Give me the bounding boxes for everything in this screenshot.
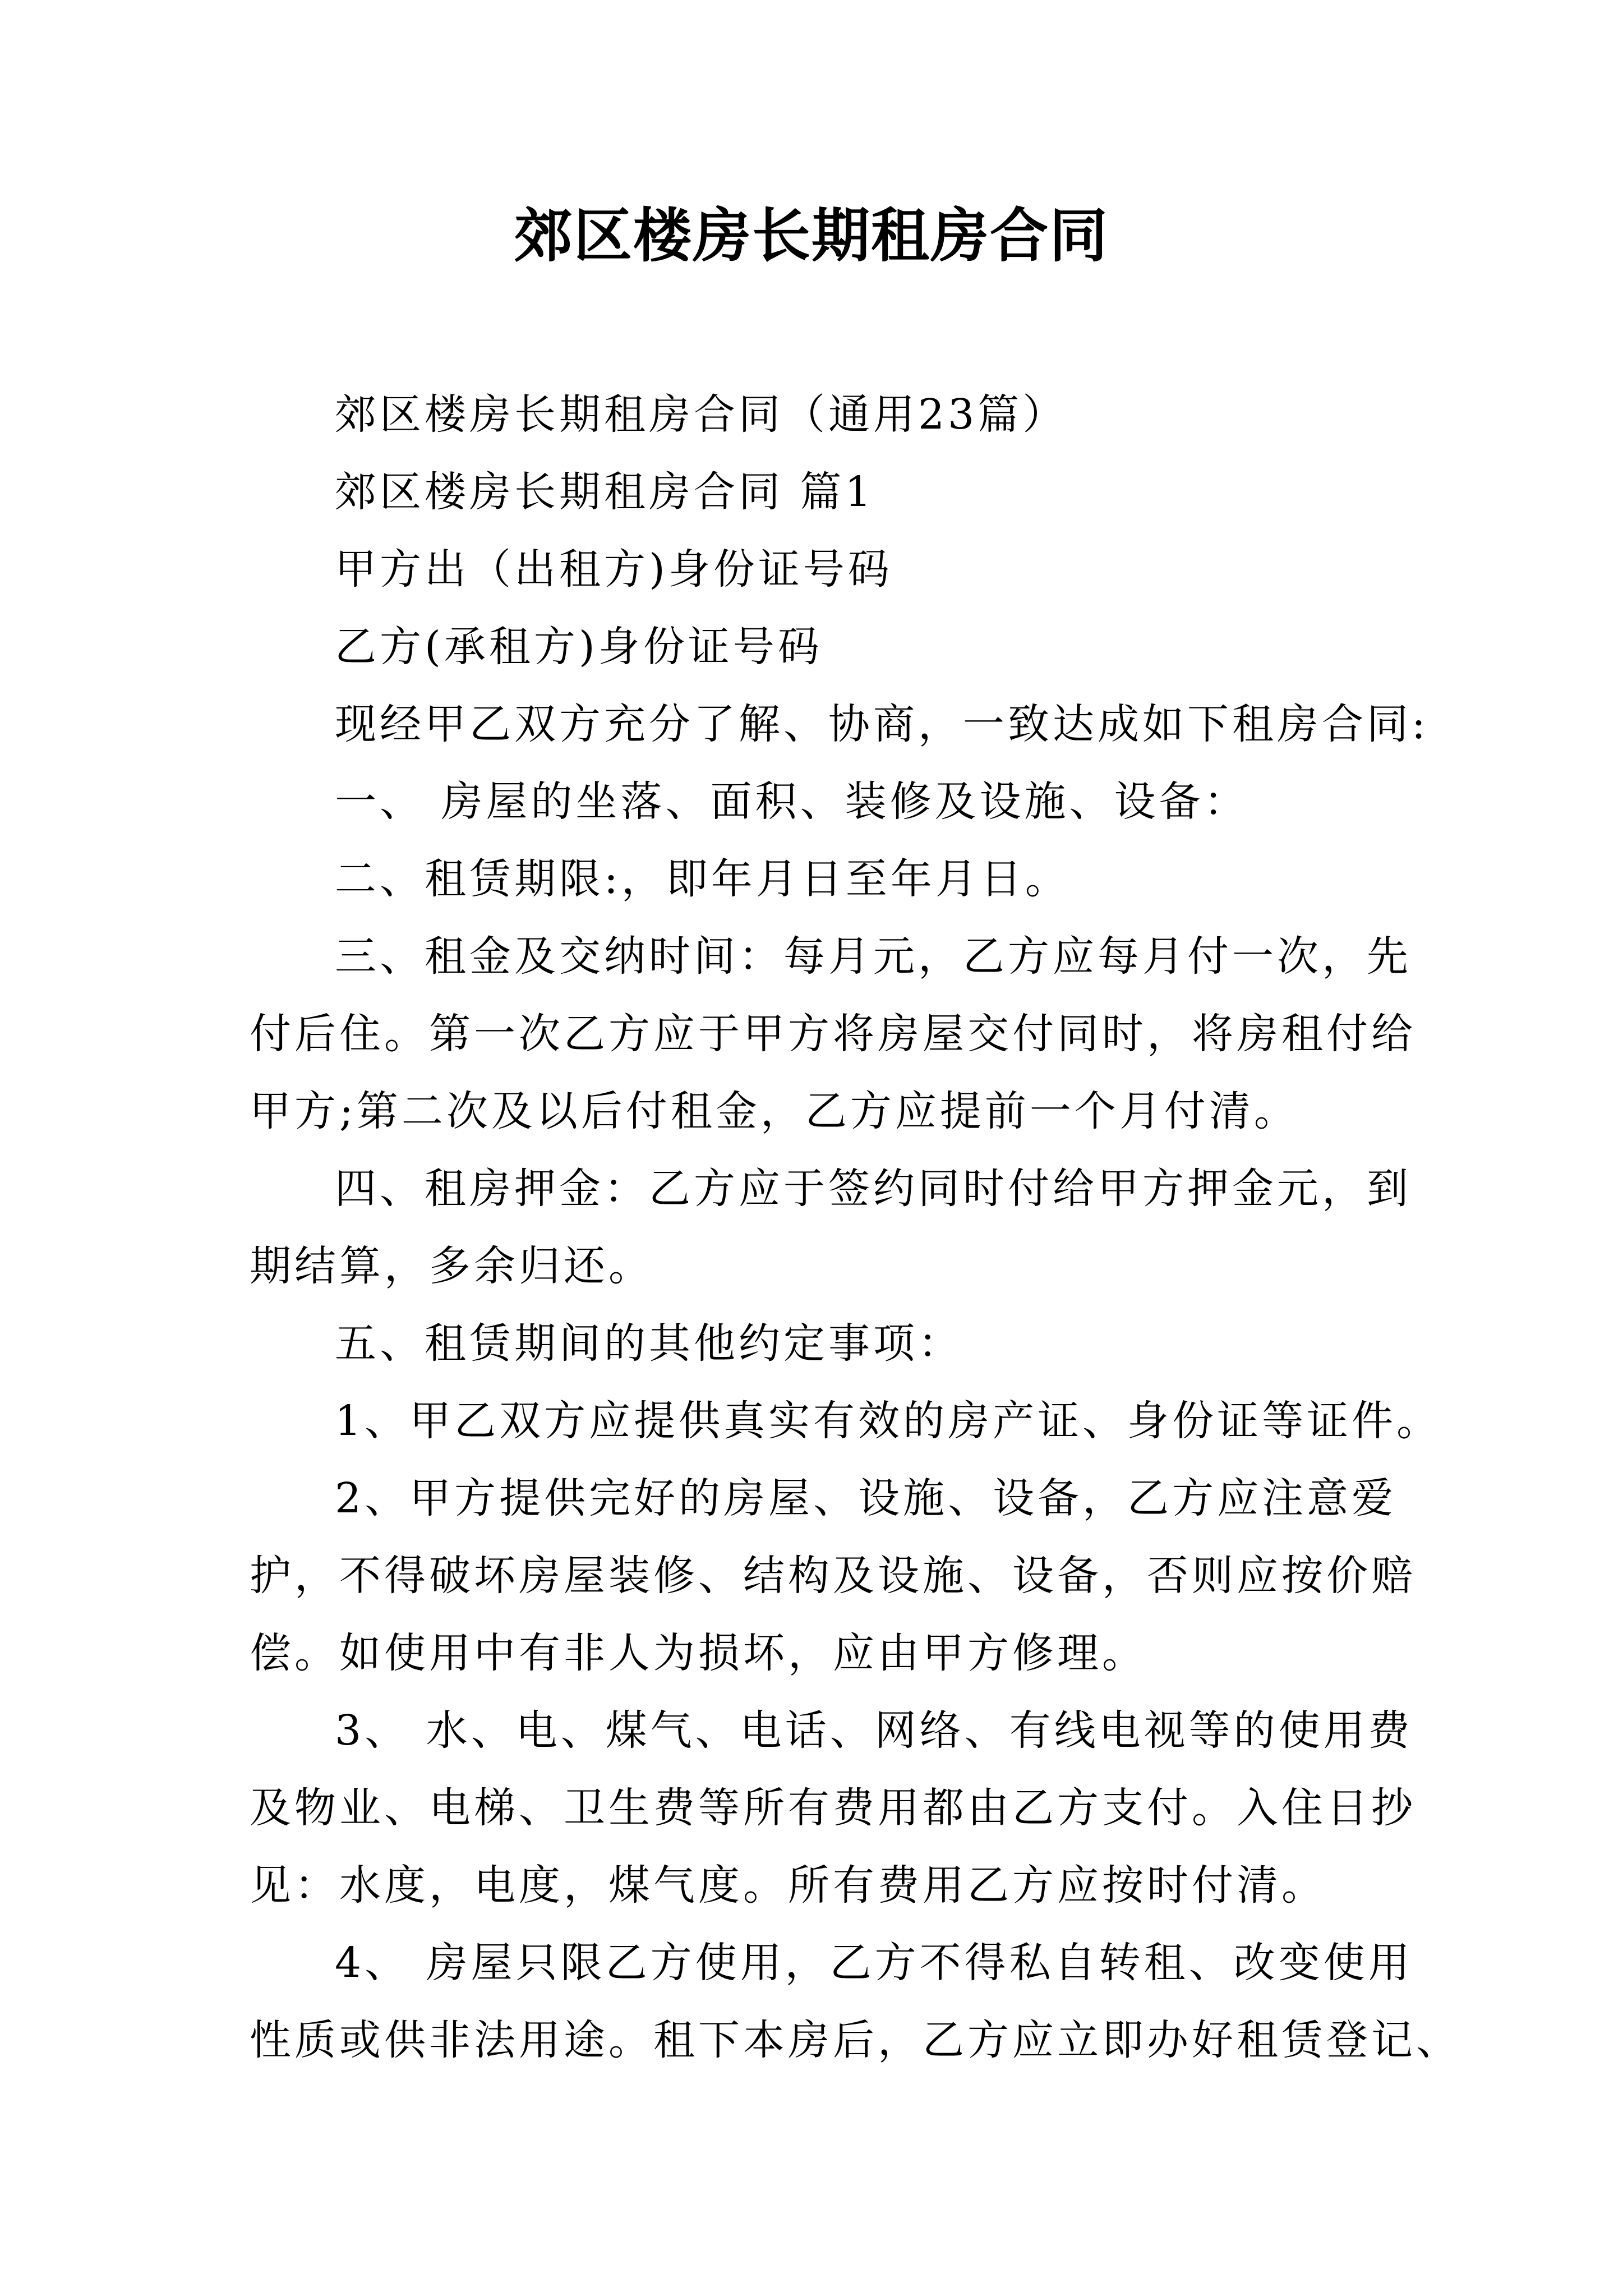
text-line-subtitle: 郊区楼房长期租房合同（通用23篇） bbox=[335, 390, 1068, 439]
text-line-clause-4b: 期结算，多余归还。 bbox=[250, 1242, 653, 1290]
text-line-clause-3a: 三、租金及交纳时间：每月元，乙方应每月付一次，先 bbox=[335, 932, 1412, 981]
text-line-item-2c: 偿。如使用中有非人为损坏，应由甲方修理。 bbox=[250, 1629, 1147, 1677]
document-body bbox=[250, 376, 1461, 2079]
text-line-item-4a: 4、 房屋只限乙方使用，乙方不得私自转租、改变使用 bbox=[335, 1939, 1413, 1987]
text-line-clause-4a: 四、租房押金：乙方应于签约同时付给甲方押金元，到 bbox=[335, 1165, 1412, 1213]
text-line-section-heading: 郊区楼房长期租房合同 篇1 bbox=[335, 468, 875, 516]
text-line-item-1: 1、甲乙双方应提供真实有效的房产证、身份证等证件。 bbox=[335, 1397, 1442, 1445]
text-line-clause-3b: 付后住。第一次乙方应于甲方将房屋交付同时，将房租付给 bbox=[250, 1010, 1416, 1058]
text-line-clause-5: 五、租赁期间的其他约定事项： bbox=[335, 1319, 963, 1368]
document-title: 郊区楼房长期租房合同 bbox=[514, 201, 1109, 270]
text-line-item-2b: 护，不得破坏房屋装修、结构及设施、设备，否则应按价赔 bbox=[250, 1552, 1416, 1600]
text-line-clause-3c: 甲方;第二次及以后付租金，乙方应提前一个月付清。 bbox=[250, 1087, 1299, 1135]
text-line-party-b: 乙方(承租方)身份证号码 bbox=[335, 623, 823, 671]
text-line-preamble: 现经甲乙双方充分了解、协商，一致达成如下租房合同: bbox=[335, 700, 1429, 748]
text-line-item-3a: 3、 水、电、煤气、电话、网络、有线电视等的使用费 bbox=[335, 1706, 1413, 1755]
text-line-clause-2: 二、租赁期限:，即年月日至年月日。 bbox=[335, 855, 1070, 903]
text-line-item-3b: 及物业、电梯、卫生费等所有费用都由乙方支付。入住日抄 bbox=[250, 1784, 1416, 1832]
text-line-item-4b: 性质或供非法用途。租下本房后，乙方应立即办好租赁登记、 bbox=[250, 2016, 1461, 2064]
text-line-clause-1: 一、 房屋的坐落、面积、装修及设施、设备： bbox=[335, 777, 1249, 826]
text-line-item-2a: 2、甲方提供完好的房屋、设施、设备，乙方应注意爱 bbox=[335, 1474, 1397, 1522]
text-line-item-3c: 见：水度，电度，煤气度。所有费用乙方应按时付清。 bbox=[250, 1861, 1326, 1910]
text-line-party-a: 甲方出（出租方)身份证号码 bbox=[335, 545, 893, 593]
